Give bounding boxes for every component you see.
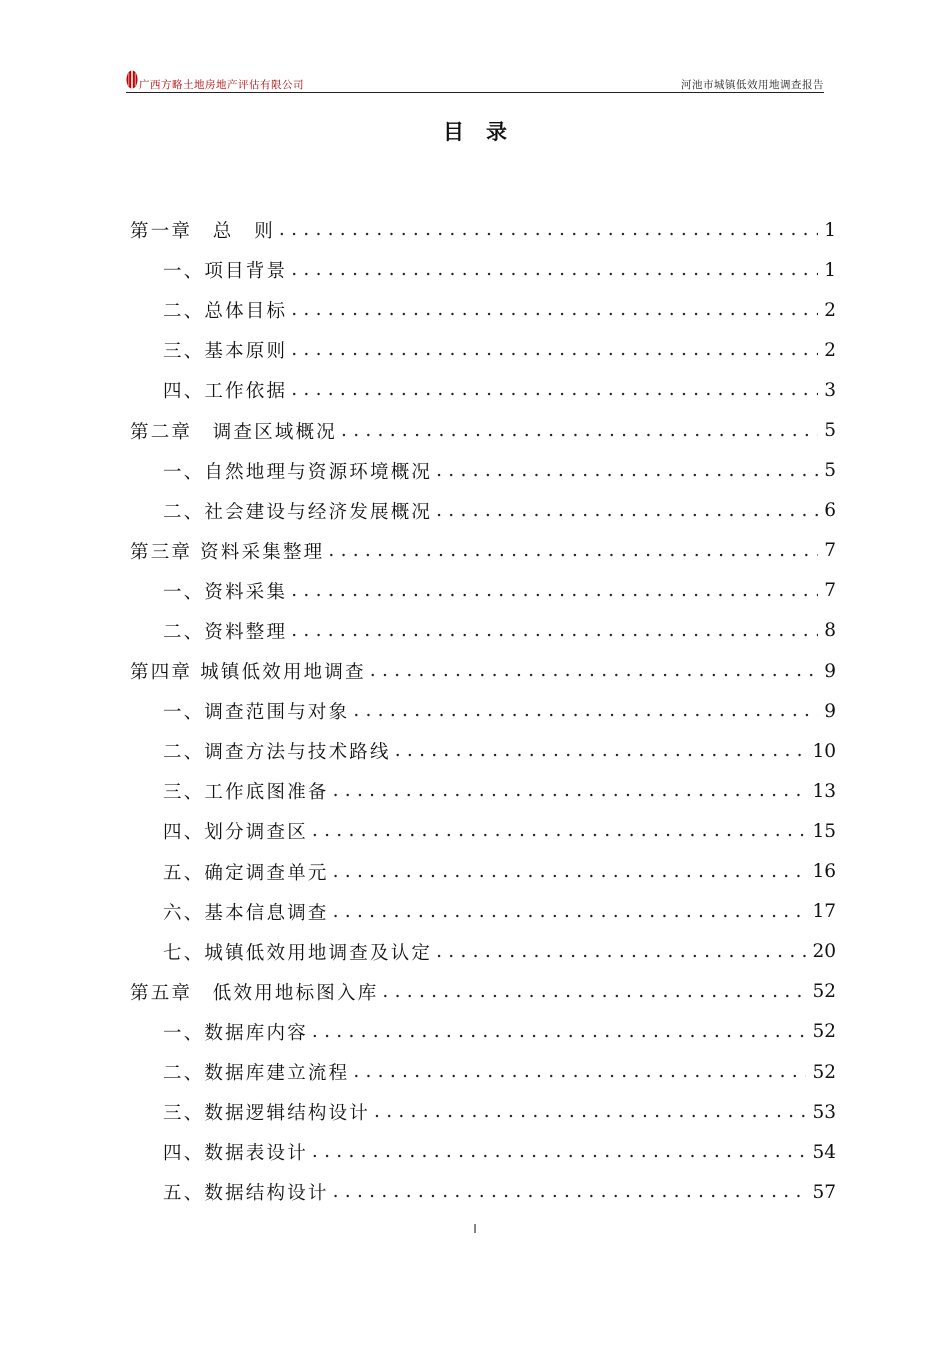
- toc-section-entry[interactable]: [130, 771, 836, 811]
- toc-entry-label: 一、项目背景: [163, 261, 288, 283]
- toc-section-entry[interactable]: [130, 330, 836, 370]
- toc-entry-label: 第一章 总 则: [130, 221, 275, 243]
- company-logo-icon: [126, 70, 138, 89]
- toc-entry-label: 四、工作依据: [163, 381, 288, 403]
- toc-dot-leader: [353, 700, 818, 722]
- report-title: 河池市城镇低效用地调查报告: [681, 79, 824, 91]
- toc-entry-label: 三、数据逻辑结构设计: [163, 1103, 371, 1125]
- toc-page-number: 7: [824, 540, 836, 562]
- toc-chapter-entry[interactable]: [130, 531, 836, 571]
- toc-page-number: 10: [812, 740, 836, 762]
- toc-section-entry[interactable]: [130, 370, 836, 410]
- toc-entry-label: 一、数据库内容: [163, 1022, 308, 1044]
- toc-dot-leader: [333, 861, 807, 883]
- toc-chapter-entry[interactable]: [130, 210, 836, 250]
- toc-entry-label: 二、数据库建立流程: [163, 1063, 350, 1085]
- toc-entry-label: 第五章 低效用地标图入库: [130, 982, 379, 1004]
- toc-page-number: 5: [824, 420, 836, 442]
- toc-section-entry[interactable]: [130, 852, 836, 892]
- toc-page-number: 9: [824, 700, 836, 722]
- toc-section-entry[interactable]: [130, 731, 836, 771]
- toc-dot-leader: [353, 1061, 806, 1083]
- toc-section-entry[interactable]: [130, 892, 836, 932]
- toc-entry-label: 一、资料采集: [163, 581, 288, 603]
- toc-entry-label: 四、划分调查区: [163, 822, 308, 844]
- toc-section-entry[interactable]: [130, 491, 836, 531]
- toc-section-entry[interactable]: [130, 611, 836, 651]
- toc-page-number: 1: [824, 259, 836, 281]
- toc-page-number: 8: [824, 620, 836, 642]
- toc-entry-label: 第三章 资料采集整理: [130, 541, 325, 563]
- toc-entry-label: 第四章 城镇低效用地调查: [130, 662, 366, 684]
- toc-section-entry[interactable]: [130, 571, 836, 611]
- toc-dot-leader: [333, 1181, 807, 1203]
- toc-page-number: 16: [812, 861, 836, 883]
- toc-entry-label: 二、资料整理: [163, 621, 288, 643]
- table-of-contents: [130, 210, 836, 1212]
- toc-page-number: 52: [812, 981, 836, 1003]
- toc-page-number: 7: [824, 580, 836, 602]
- toc-dot-leader: [382, 981, 806, 1003]
- toc-section-entry[interactable]: [130, 451, 836, 491]
- toc-page-number: 17: [812, 901, 836, 923]
- toc-dot-leader: [291, 259, 818, 281]
- toc-page-number: 2: [824, 339, 836, 361]
- toc-entry-label: 一、自然地理与资源环境概况: [163, 461, 433, 483]
- toc-dot-leader: [291, 620, 818, 642]
- toc-dot-leader: [328, 540, 818, 562]
- toc-page-number: 57: [812, 1181, 836, 1203]
- toc-dot-leader: [341, 420, 818, 442]
- toc-page-number: 54: [812, 1141, 836, 1163]
- toc-chapter-entry[interactable]: [130, 972, 836, 1012]
- toc-chapter-entry[interactable]: [130, 410, 836, 450]
- toc-page-number: 5: [824, 460, 836, 482]
- toc-page-number: 1: [824, 219, 836, 241]
- toc-page-number: 13: [812, 780, 836, 802]
- toc-dot-leader: [370, 660, 818, 682]
- toc-section-entry[interactable]: [130, 1172, 836, 1212]
- toc-dot-leader: [291, 580, 818, 602]
- toc-page-number: 53: [812, 1101, 836, 1123]
- toc-section-entry[interactable]: [130, 1132, 836, 1172]
- toc-dot-leader: [333, 901, 807, 923]
- toc-dot-leader: [436, 941, 806, 963]
- toc-entry-label: 五、确定调查单元: [163, 862, 329, 884]
- toc-chapter-entry[interactable]: [130, 651, 836, 691]
- toc-entry-label: 二、总体目标: [163, 301, 288, 323]
- toc-dot-leader: [279, 219, 818, 241]
- toc-dot-leader: [291, 299, 818, 321]
- toc-page-number: 9: [824, 660, 836, 682]
- toc-section-entry[interactable]: [130, 1092, 836, 1132]
- toc-dot-leader: [436, 500, 818, 522]
- toc-section-entry[interactable]: [130, 691, 836, 731]
- page-number: I: [473, 1222, 477, 1236]
- toc-entry-label: 四、数据表设计: [163, 1143, 308, 1165]
- toc-section-entry[interactable]: [130, 1052, 836, 1092]
- toc-page-number: 2: [824, 299, 836, 321]
- toc-entry-label: 第二章 调查区域概况: [130, 421, 338, 443]
- toc-entry-label: 三、基本原则: [163, 341, 288, 363]
- toc-entry-label: 五、数据结构设计: [163, 1183, 329, 1205]
- page-title: 目录: [443, 120, 529, 144]
- toc-dot-leader: [291, 339, 818, 361]
- toc-entry-label: 一、调查范围与对象: [163, 702, 350, 724]
- toc-page-number: 15: [812, 820, 836, 842]
- toc-dot-leader: [333, 780, 807, 802]
- toc-dot-leader: [374, 1101, 806, 1123]
- toc-section-entry[interactable]: [130, 290, 836, 330]
- toc-entry-label: 六、基本信息调查: [163, 902, 329, 924]
- toc-page-number: 52: [812, 1061, 836, 1083]
- toc-section-entry[interactable]: [130, 1012, 836, 1052]
- toc-page-number: 52: [812, 1021, 836, 1043]
- page-header: [126, 70, 824, 93]
- toc-entry-label: 三、工作底图准备: [163, 782, 329, 804]
- company-name: 广西方略土地房地产评估有限公司: [139, 79, 304, 91]
- toc-dot-leader: [312, 1021, 807, 1043]
- toc-dot-leader: [436, 460, 818, 482]
- toc-section-entry[interactable]: [130, 811, 836, 851]
- toc-page-number: 6: [824, 500, 836, 522]
- toc-dot-leader: [312, 1141, 807, 1163]
- toc-dot-leader: [312, 820, 807, 842]
- toc-entry-label: 二、调查方法与技术路线: [163, 742, 391, 764]
- toc-page-number: 20: [812, 941, 836, 963]
- toc-dot-leader: [291, 379, 818, 401]
- toc-dot-leader: [395, 740, 807, 762]
- toc-page-number: 3: [824, 379, 836, 401]
- toc-section-entry[interactable]: [130, 932, 836, 972]
- toc-entry-label: 七、城镇低效用地调查及认定: [163, 942, 433, 964]
- toc-entry-label: 二、社会建设与经济发展概况: [163, 501, 433, 523]
- toc-section-entry[interactable]: [130, 250, 836, 290]
